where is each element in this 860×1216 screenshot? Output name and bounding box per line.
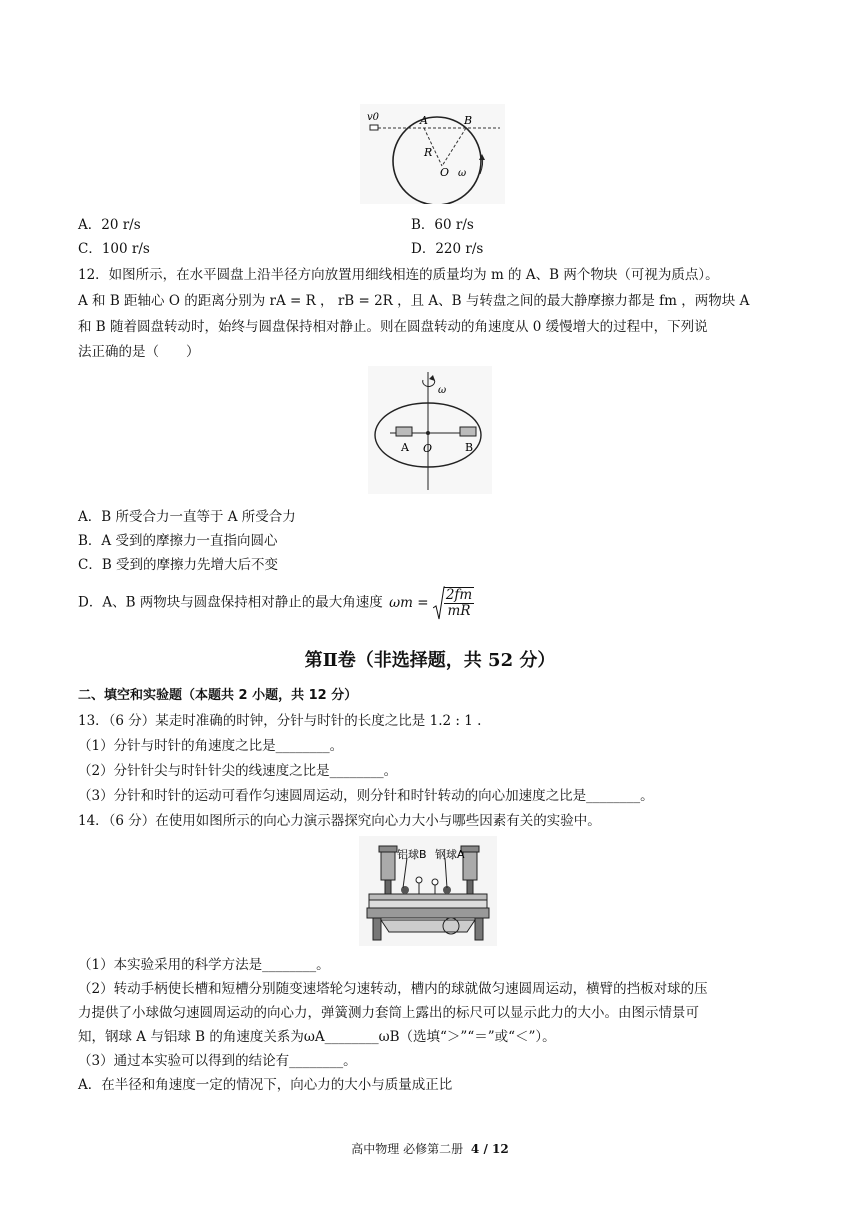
q12-option-d-lhs: ωm = — [389, 594, 429, 611]
q14-sub-2-line-3: 知，钢球 A 与铝球 B 的角速度关系为ωA________ωB（选填“＞”“＝”或“＜”）。 — [78, 1029, 556, 1045]
fraction-denominator: mR — [447, 603, 471, 619]
q11-option-b: B．60 r/s — [411, 217, 474, 233]
fig1-label-A: A — [420, 114, 428, 127]
figure-disk-blocks — [368, 366, 492, 494]
q14-stem: 14．（6 分）在使用如图所示的向心力演示器探究向心力大小与哪些因素有关的实验中。 — [78, 813, 601, 829]
q12-option-b: B．A 受到的摩擦力一直指向圆心 — [78, 533, 278, 549]
fig2-label-B: B — [465, 441, 474, 454]
q13-sub-2: （2）分针针尖与时针针尖的线速度之比是________。 — [78, 763, 398, 779]
q11-option-a: A．20 r/s — [78, 217, 141, 233]
q12-option-d-fraction — [444, 587, 474, 619]
figure-centripetal-apparatus — [359, 836, 497, 946]
footer-title: 高中物理 必修第二册 — [351, 1142, 464, 1156]
fig1-label-B: B — [464, 114, 473, 127]
q12-option-d — [78, 586, 474, 620]
fig2-label-A: A — [401, 441, 409, 454]
q13-sub-1: （1）分针与时针的角速度之比是________。 — [78, 738, 344, 754]
q12-option-a: A．B 所受合力一直等于 A 所受合力 — [78, 509, 296, 525]
q14-option-a: A．在半径和角速度一定的情况下，向心力的大小与质量成正比 — [78, 1077, 453, 1093]
fig1-label-v0: v0 — [367, 112, 380, 123]
q14-sub-3: （3）通过本实验可以得到的结论有________。 — [78, 1053, 357, 1069]
fig1-label-R: R — [424, 146, 433, 159]
fig2-label-omega: ω — [438, 385, 447, 396]
q14-sub-2-line-2: 力提供了小球做匀速圆周运动的向心力，弹簧测力套筒上露出的标尺可以显示此力的大小。由图示情景可 — [78, 1005, 699, 1021]
q14-sub-2-line-1: （2）转动手柄使长槽和短槽分别随变速塔轮匀速转动，槽内的球就做匀速圆周运动，横臂的挡板对球的压 — [78, 981, 708, 997]
part2-title: 第Ⅱ卷（非选择题，共 52 分） — [304, 650, 556, 671]
section-2-heading: 二、填空和实验题（本题共 2 小题，共 12 分） — [78, 688, 358, 703]
figure-rotating-disk — [360, 104, 505, 204]
fig3-label-steel-ball-a: 钢球A — [435, 848, 465, 861]
q11-option-c: C．100 r/s — [78, 241, 150, 257]
fig1-label-O: O — [440, 166, 450, 179]
page-number: 4 / 12 — [470, 1142, 509, 1156]
q12-line-2: A 和 B 距轴心 O 的距离分别为 rA = R ， rB = 2R ，且 A、B 与转盘之间的最大静摩擦力都是 fm ，两物块 A — [78, 293, 750, 309]
fig1-label-omega: ω — [458, 168, 467, 179]
page-footer — [0, 1140, 860, 1157]
q13-sub-3: （3）分针和时针的运动可看作匀速圆周运动，则分针和时针转动的向心加速度之比是________。 — [78, 788, 654, 804]
fig2-label-O: O — [423, 442, 433, 455]
q12-line-1: 12．如图所示，在水平圆盘上沿半径方向放置用细线相连的质量均为 m 的 A、B 两个物块（可视为质点）。 — [78, 267, 719, 283]
q12-line-3: 和 B 随着圆盘转动时，始终与圆盘保持相对静止。则在圆盘转动的角速度从 0 缓慢增大的过程中，下列说 — [78, 319, 708, 335]
q11-option-d: D．220 r/s — [411, 241, 484, 257]
q13-stem: 13．（6 分）某走时准确的时钟，分针与时针的长度之比是 1.2 : 1 . — [78, 713, 482, 729]
q12-option-c: C．B 受到的摩擦力先增大后不变 — [78, 557, 279, 573]
fraction-numerator: 2fm — [445, 587, 473, 603]
q14-sub-1: （1）本实验采用的科学方法是________。 — [78, 957, 330, 973]
q12-line-4: 法正确的是（ ） — [78, 344, 200, 360]
fig3-label-aluminium-ball-b: 铝球B — [397, 848, 427, 861]
q12-option-d-text: D．A、B 两物块与圆盘保持相对静止的最大角速度 — [78, 594, 383, 611]
